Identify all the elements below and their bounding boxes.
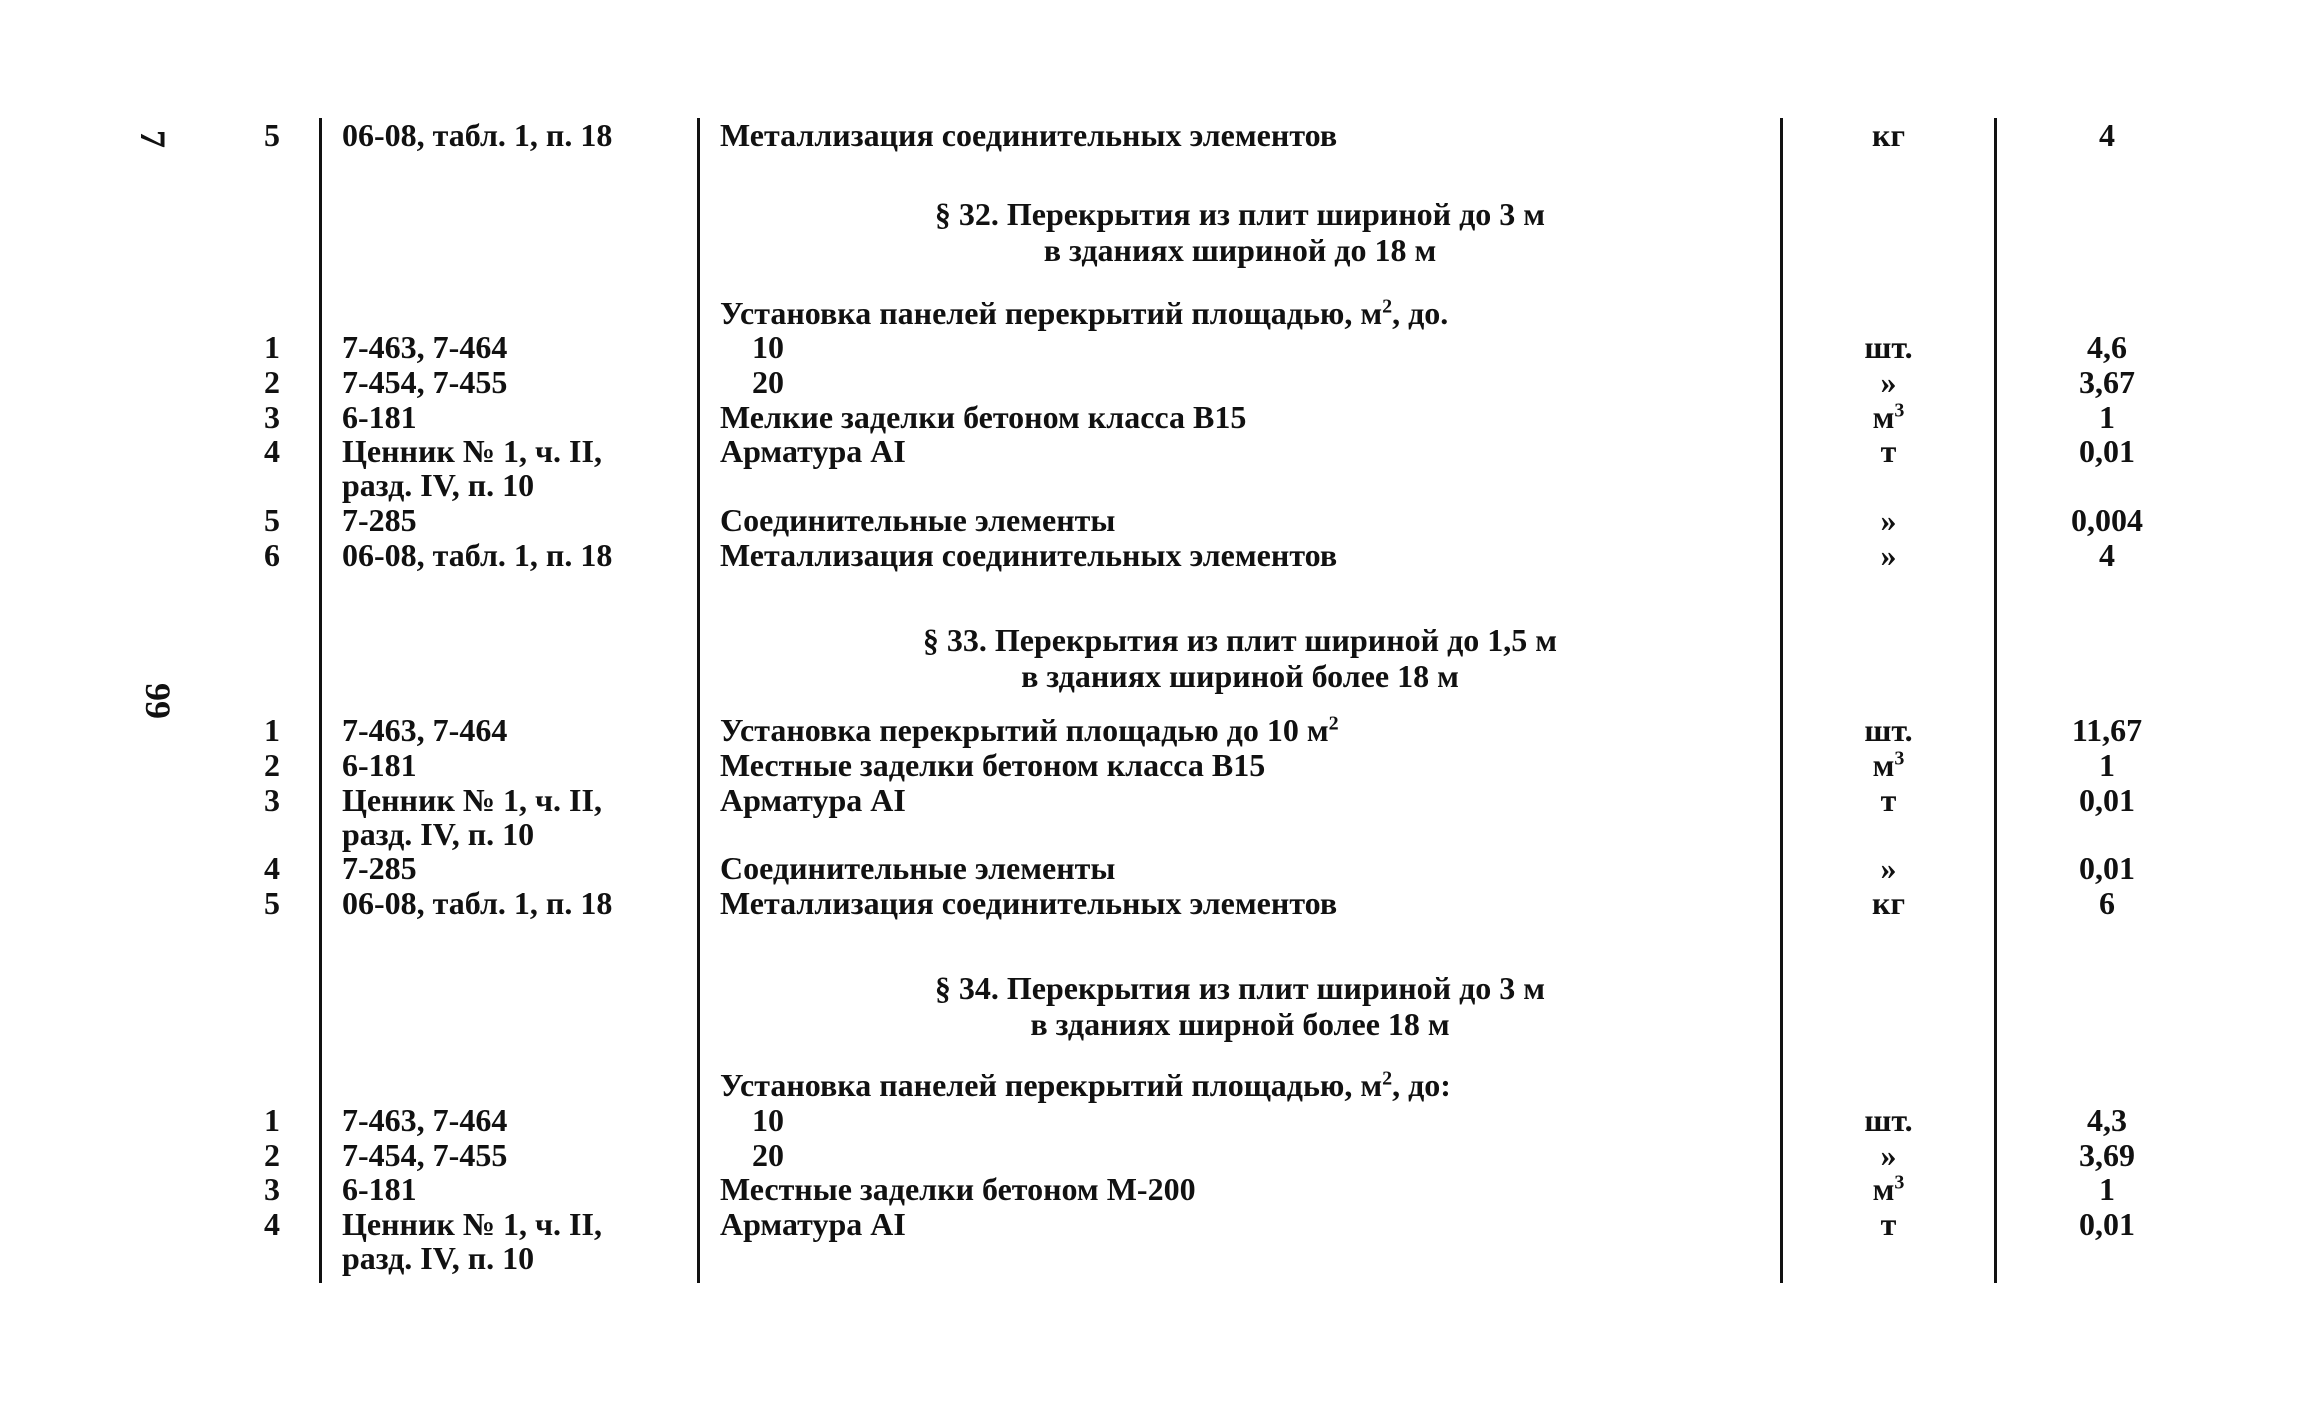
quantity: 0,01 (2079, 782, 2135, 818)
unit: $м^3$ (1872, 747, 1905, 783)
work-name: Соединительные элементы (720, 850, 1116, 886)
section-heading-line: § 34. Перекрытия из плит шириной до 3 м (934, 970, 1546, 1006)
quantity: 1 (2099, 747, 2115, 783)
quantity: 0,01 (2079, 1206, 2135, 1242)
work-name: Арматура АI (720, 433, 906, 469)
work-name: 20 (752, 364, 784, 400)
section-heading (700, 970, 1780, 1042)
quantity: 4,6 (2087, 329, 2127, 365)
reference-code: разд. IV, п. 10 (342, 467, 535, 503)
work-name: Установка панелей перекрытий площадью, $м^2$, до. (720, 295, 1449, 331)
work-name: Арматура АI (720, 1206, 906, 1242)
unit: кг (1872, 885, 1905, 921)
unit: шт. (1864, 712, 1913, 748)
reference-code: 7-454, 7-455 (342, 1137, 508, 1173)
unit: » (1880, 537, 1897, 573)
section-heading-line: § 33. Перекрытия из плит шириной до 1,5 м (922, 622, 1558, 658)
work-name: Установка панелей перекрытий площадью, $м^2$, до: (720, 1067, 1451, 1103)
quantity: 1 (2099, 1171, 2115, 1207)
work-name: Металлизация соединительных элементов (720, 537, 1338, 573)
quantity: 4 (2099, 117, 2115, 153)
reference-code: разд. IV, п. 10 (342, 816, 535, 852)
unit: $м^3$ (1872, 1171, 1905, 1207)
row-number: 1 (264, 1102, 280, 1138)
reference-code: Ценник № 1, ч. II, (342, 1206, 602, 1242)
work-name: Металлизация соединительных элементов (720, 117, 1338, 153)
unit: шт. (1864, 1102, 1913, 1138)
reference-code: 6-181 (342, 1171, 417, 1207)
section-heading-line: в зданиях ширной более 18 м (1030, 1006, 1450, 1042)
page-number: 99 (138, 683, 178, 719)
work-name: Местные заделки бетоном М-200 (720, 1171, 1196, 1207)
unit: т (1880, 433, 1897, 469)
column-rule-ref-left (319, 118, 322, 1283)
reference-code: 7-454, 7-455 (342, 364, 508, 400)
unit: $м^3$ (1872, 399, 1905, 435)
unit: шт. (1864, 329, 1913, 365)
quantity: 4 (2099, 537, 2115, 573)
unit: т (1880, 1206, 1897, 1242)
row-number: 4 (264, 850, 280, 886)
reference-code: 7-463, 7-464 (342, 1102, 508, 1138)
quantity: 0,01 (2079, 433, 2135, 469)
quantity: 3,67 (2079, 364, 2135, 400)
work-name: 10 (752, 329, 784, 365)
quantity: 3,69 (2079, 1137, 2135, 1173)
reference-code: Ценник № 1, ч. II, (342, 433, 602, 469)
section-heading-line: в зданиях шириной более 18 м (1021, 658, 1459, 694)
row-number: 3 (264, 399, 280, 435)
row-number: 5 (264, 502, 280, 538)
work-name: Установка перекрытий площадью до 10 $м^2$ (720, 712, 1339, 748)
margin-mark: 7 (133, 130, 173, 148)
work-name: Соединительные элементы (720, 502, 1116, 538)
reference-code: 7-463, 7-464 (342, 712, 508, 748)
reference-code: Ценник № 1, ч. II, (342, 782, 602, 818)
quantity: 6 (2099, 885, 2115, 921)
work-name: Арматура АI (720, 782, 906, 818)
row-number: 1 (264, 712, 280, 748)
row-number: 5 (264, 885, 280, 921)
row-number: 2 (264, 1137, 280, 1173)
work-name: Местные заделки бетоном класса В15 (720, 747, 1266, 783)
reference-code: 06-08, табл. 1, п. 18 (342, 537, 613, 573)
reference-code: 7-285 (342, 502, 417, 538)
section-heading-line: § 32. Перекрытия из плит шириной до 3 м (934, 196, 1546, 232)
quantity: 11,67 (2071, 712, 2143, 748)
quantity: 4,3 (2087, 1102, 2127, 1138)
row-number: 1 (264, 329, 280, 365)
column-rule-name-left (697, 118, 700, 1283)
unit: » (1880, 1137, 1897, 1173)
row-number: 2 (264, 747, 280, 783)
work-name: Металлизация соединительных элементов (720, 885, 1338, 921)
row-number: 4 (264, 433, 280, 469)
reference-code: 06-08, табл. 1, п. 18 (342, 117, 613, 153)
reference-code: 06-08, табл. 1, п. 18 (342, 885, 613, 921)
row-number: 3 (264, 1171, 280, 1207)
reference-code: 6-181 (342, 399, 417, 435)
work-name: 20 (752, 1137, 784, 1173)
reference-code: 7-285 (342, 850, 417, 886)
unit: » (1880, 364, 1897, 400)
quantity: 1 (2099, 399, 2115, 435)
unit: т (1880, 782, 1897, 818)
reference-code: 7-463, 7-464 (342, 329, 508, 365)
unit: » (1880, 502, 1897, 538)
row-number: 5 (264, 117, 280, 153)
section-heading (700, 622, 1780, 694)
row-number: 3 (264, 782, 280, 818)
row-number: 2 (264, 364, 280, 400)
work-name: 10 (752, 1102, 784, 1138)
row-number: 4 (264, 1206, 280, 1242)
unit: кг (1872, 117, 1905, 153)
quantity: 0,004 (2071, 502, 2143, 538)
reference-code: 6-181 (342, 747, 417, 783)
quantity: 0,01 (2079, 850, 2135, 886)
section-heading-line: в зданиях шириной до 18 м (1043, 232, 1437, 268)
reference-code: разд. IV, п. 10 (342, 1240, 535, 1276)
section-heading (700, 196, 1780, 268)
row-number: 6 (264, 537, 280, 573)
work-name: Мелкие заделки бетоном класса В15 (720, 399, 1247, 435)
unit: » (1880, 850, 1897, 886)
